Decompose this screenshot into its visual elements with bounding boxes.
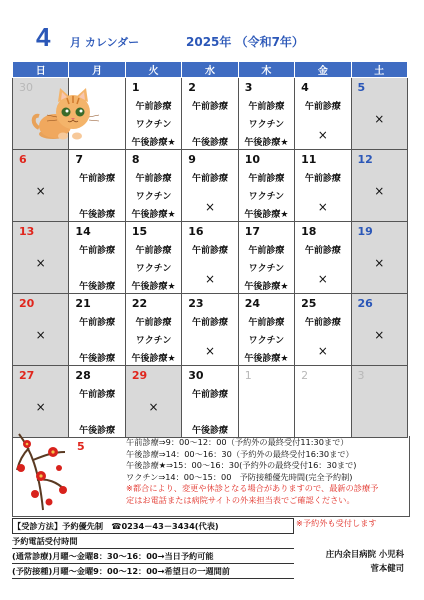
schedule-entry: 午後診療 [191,426,228,436]
closed-mark: × [204,200,215,214]
schedule-entry: 午後診療 [79,210,116,220]
calendar-week-row [13,294,408,366]
calendar-week-row [13,150,408,222]
calendar-day-cell [295,222,351,294]
day-number: 2 [188,81,196,94]
closed-mark: × [374,112,385,126]
closed-mark: × [204,344,215,358]
schedule-entry: 午前診療 [191,174,228,184]
day-number: 24 [244,297,260,310]
calendar-title [0,22,424,56]
day-number: 5 [357,81,366,94]
day-number: 6 [19,153,27,166]
day-number: 16 [188,225,204,238]
day-number: 13 [19,225,35,238]
day-number: 3 [357,369,365,382]
calendar-day-cell [13,366,69,438]
calendar-week-row [13,78,408,150]
schedule-entry: ワクチン [248,264,285,274]
day-number: 19 [357,225,373,238]
schedule-entry: ワクチン [135,192,172,202]
calendar-day-cell [125,150,181,222]
calendar-day-cell [351,78,407,150]
day-number: 18 [301,225,317,238]
calendar-day-cell [238,78,294,150]
schedule-entry: 午前診療 [248,102,285,112]
calendar-day-cell [351,222,407,294]
day-number: 17 [244,225,260,238]
schedule-entry: 午後診療★ [244,354,289,364]
day-number: 25 [301,297,317,310]
calendar-day-cell [13,150,69,222]
calendar-day-cell [69,78,125,150]
schedule-entry: 午後診療★ [131,282,176,292]
hours-notes [126,437,407,506]
closed-mark: × [35,400,46,414]
schedule-entry: 午前診療 [304,174,341,184]
schedule-entry: 午後診療 [79,426,116,436]
day-number: 30 [188,369,204,382]
schedule-entry: 午前診療 [248,318,285,328]
booking-info [12,518,294,579]
schedule-entry: 午前診療 [79,246,116,256]
calendar-day-cell [295,366,351,438]
schedule-entry: 午前診療 [135,246,172,256]
schedule-entry: 午前診療 [191,102,228,112]
day-number: 4 [301,81,309,94]
note-line: 午後診療★⇒15：00～16：30(予約外の最終受付16：30まで) [126,460,357,470]
day-number: 27 [19,369,35,382]
schedule-entry: 午前診療 [191,318,228,328]
day-number: 15 [131,225,148,238]
schedule-entry: 午前診療 [248,246,285,256]
weekday-sun: 日 [13,62,69,78]
note-line: 午後診療⇒14：00～16：30（予約外の最終受付16:30まで） [126,448,354,459]
day-number: 8 [131,153,140,166]
closed-mark: × [35,184,46,198]
schedule-entry [182,404,237,422]
closed-mark: × [35,256,46,270]
hospital-name: 庄内余目病院 小児科 [325,549,404,559]
schedule-entry: 午前診療 [135,102,172,112]
schedule-entry: 午後診療★ [131,138,176,148]
calendar-day-cell [69,294,125,366]
walk-in-note: ※予約外も受付します [296,518,377,528]
calendar-day-cell [69,366,125,438]
day-number: 22 [131,297,148,310]
closed-mark: × [317,344,328,358]
closed-mark: × [374,184,385,198]
schedule-entry [69,260,124,278]
day-number: 9 [188,153,196,166]
schedule-entry: 午前診療 [304,246,341,256]
calendar-week-row [13,222,408,294]
day-number: 14 [75,225,91,238]
calendar-day-cell [13,222,69,294]
day-number: 2 [301,369,309,382]
doctor-name: 菅本健司 [370,563,404,573]
schedule-entry [69,188,124,206]
schedule-entry: ワクチン [248,336,285,346]
calendar-day-cell [182,294,238,366]
calendar-day-cell [238,222,294,294]
note-warning: ※都合により、変更や休診となる場合がありますので、最新の診療予 [126,483,379,493]
schedule-entry: 午前診療 [79,174,116,184]
title-month: 4 [36,22,51,52]
calendar-day-cell [69,222,125,294]
day-number: 21 [75,297,91,310]
calendar-grid [12,61,408,438]
hospital-signature [300,547,404,575]
note-warning: 定はお電話または病院サイトの外来担当表でご確認ください。 [126,494,355,505]
weekday-thu: 木 [238,62,294,78]
calendar-day-cell [351,150,407,222]
schedule-entry: ワクチン [248,192,285,202]
calendar-day-cell [295,294,351,366]
plum-blossom-icon [13,430,71,514]
schedule-entry: 午前診療 [304,318,341,328]
schedule-entry: 午前診療 [135,318,172,328]
day-number: 23 [188,297,204,310]
schedule-entry: 午前診療 [135,174,172,184]
schedule-entry: 午前診療 [191,390,228,400]
calendar-day-cell [13,78,69,150]
closed-mark: × [35,328,46,342]
calendar-week-row [13,366,408,438]
calendar-day-cell [69,150,125,222]
closed-mark: × [374,256,385,270]
closed-mark: × [204,272,215,286]
schedule-entry: ワクチン [135,336,172,346]
schedule-entry: 午前診療 [79,390,116,400]
schedule-entry [69,332,124,350]
schedule-entry [182,116,237,134]
calendar-day-cell [351,366,407,438]
schedule-entry: 午後診療★ [244,210,289,220]
weekday-tue: 火 [125,62,181,78]
weekday-wed: 水 [182,62,238,78]
notes-section [12,436,410,517]
booking-method: 【受診方法】予約優先制 ☎0234－43－3434(代表) [12,518,294,534]
day-number: 1 [131,81,140,94]
day-number: 11 [301,153,317,166]
day-number: 26 [357,297,373,310]
calendar-day-cell [295,78,351,150]
day-number: 3 [244,81,253,94]
weekday-mon: 月 [69,62,125,78]
calendar-day-cell [238,294,294,366]
day-number: 1 [244,369,252,382]
day-number: 28 [75,369,91,382]
calendar-day-cell [125,294,181,366]
closed-mark: × [317,272,328,286]
schedule-entry: 午後診療★ [244,282,289,292]
schedule-entry: 午後診療 [79,354,116,364]
schedule-entry [69,404,124,422]
schedule-entry: ワクチン [248,120,285,130]
title-unit: 月 カレンダー [70,36,140,49]
booking-hours-vaccine: (予防接種)月曜～金曜9：00～12：00→希望日の一週間前 [12,564,294,579]
day-number: 10 [244,153,260,166]
calendar-day-cell [182,222,238,294]
day-number: 12 [357,153,373,166]
day-number: 5 [77,440,85,453]
schedule-entry: 午後診療★ [131,210,176,220]
closed-mark: × [374,328,385,342]
weekday-sat: 土 [351,62,407,78]
calendar-day-cell [295,150,351,222]
schedule-entry: 午後診療★ [131,354,176,364]
closed-mark: × [317,200,328,214]
schedule-entry: ワクチン [135,120,172,130]
title-year: 2025年 （令和7年） [186,35,304,49]
weekday-header-row [13,62,408,78]
booking-hours-title: 予約電話受付時間 [12,534,294,549]
calendar-day-cell [125,78,181,150]
calendar-day-cell [238,150,294,222]
calendar-day-cell [351,294,407,366]
booking-hours-regular: (通常診療)月曜～金曜8：30～16：00→当日予約可能 [12,549,294,564]
schedule-entry: 午前診療 [304,102,341,112]
weekday-fri: 金 [295,62,351,78]
calendar-day-cell [125,366,181,438]
day-number: 20 [19,297,35,310]
schedule-entry: 午前診療 [248,174,285,184]
schedule-entry: 午後診療 [191,138,228,148]
note-line: ワクチン⇒14：00～15：00 予防接種優先時間(完全予約制) [126,471,353,482]
closed-mark: × [148,400,159,414]
note-line: 午前診療⇒9：00～12：00（予約外の最終受付11:30まで） [126,437,349,447]
calendar-day-cell [182,78,238,150]
day-number: 29 [131,369,148,382]
schedule-entry: 午後診療 [79,282,116,292]
closed-mark: × [317,128,328,142]
day-number: 30 [19,81,33,94]
schedule-entry: 午後診療★ [244,138,289,148]
day-number: 7 [75,153,84,166]
schedule-entry: 午前診療 [79,318,116,328]
calendar-day-cell [13,294,69,366]
calendar-day-cell [125,222,181,294]
schedule-entry: 午前診療 [191,246,228,256]
calendar-day-cell [238,366,294,438]
calendar-day-cell [182,366,238,438]
schedule-entry: ワクチン [135,264,172,274]
calendar-day-cell [182,150,238,222]
